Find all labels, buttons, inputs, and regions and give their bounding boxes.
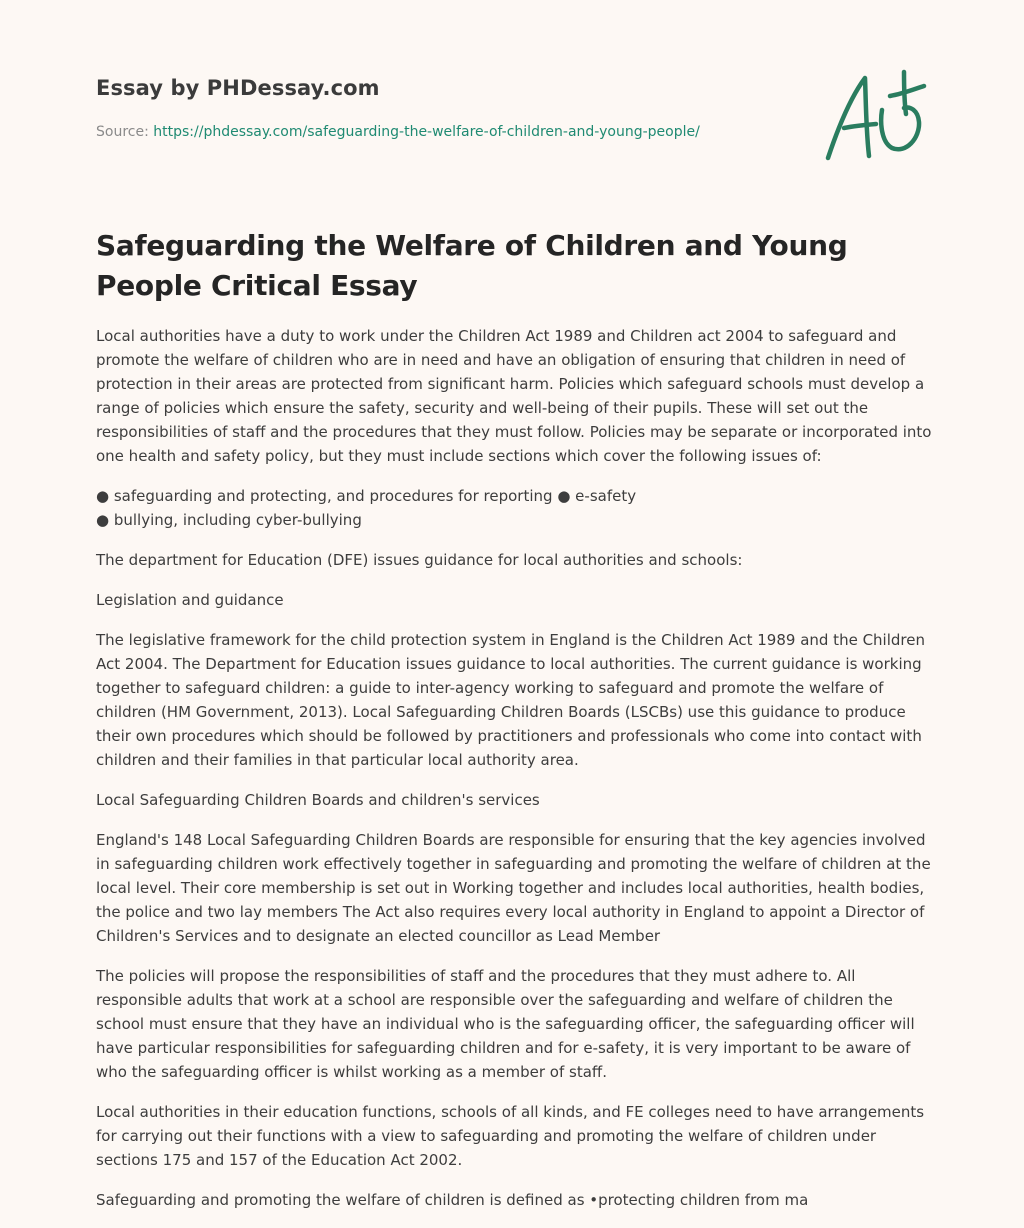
source-line (96, 124, 700, 140)
bullet-line: ● safeguarding and protecting, and procedures for reporting ● e-safety (96, 487, 637, 505)
site-title: Essay by PHDessay.com (96, 76, 380, 100)
source-link[interactable]: https://phdessay.com/safeguarding-the-welfare-of-children-and-young-people/ (153, 124, 700, 140)
section-heading: Legislation and guidance (96, 591, 284, 609)
paragraph: England's 148 Local Safeguarding Children Boards are responsible for ensuring that the key agencies involved in safeguarding children work effectively together in safeguarding and promoting the welfare of children at the local level. Their core membership is set out in Working together and includes local authorities, health bodies, the police and two lay members The Act also requires every local authority in England to appoint a Director of Children's Services and to designate an elected councillor as Lead Member (96, 831, 931, 945)
essay-title: Safeguarding the Welfare of Children and Young People Critical Essay (96, 229, 848, 302)
paragraph: Local authorities in their education functions, schools of all kinds, and FE colleges need to have arrangements for carrying out their functions with a view to safeguarding and promoting the welfare of children under sections 175 and 157 of the Education Act 2002. (96, 1103, 925, 1169)
bullet-line: ● bullying, including cyber-bullying (96, 511, 362, 529)
source-label: Source: (96, 124, 149, 140)
section-heading: Local Safeguarding Children Boards and children's services (96, 791, 540, 809)
paragraph: The department for Education (DFE) issues guidance for local authorities and schools: (96, 551, 743, 569)
paragraph: The policies will propose the responsibilities of staff and the procedures that they must adhere to. All responsible adults that work at a school are responsible over the safeguarding and welfare of children the school must ensure that they have an individual who is the safeguarding officer, the safeguarding officer will have particular responsibilities for safeguarding children and for e-safety, it is very important to be aware of who the safeguarding officer is whilst working as a member of staff. (96, 967, 915, 1081)
paragraph: Safeguarding and promoting the welfare of children is defined as •protecting children from ma (96, 1191, 809, 1209)
a-plus-logo-icon (818, 66, 928, 166)
paragraph: Local authorities have a duty to work under the Children Act 1989 and Children act 2004 to safeguard and promote the welfare of children who are in need and have an obligation of ensuring that children in need of protection in their areas are protected from significant harm. Policies which safeguard schools must develop a range of policies which ensure the safety, security and well-being of their pupils. These will set out the responsibilities of staff and the procedures that they must follow. Policies may be separate or incorporated into one health and safety policy, but they must include sections which cover the following issues of: (96, 327, 932, 465)
essay-body (96, 324, 932, 1228)
paragraph: The legislative framework for the child protection system in England is the Children Act 1989 and the Children Act 2004. The Department for Education issues guidance to local authorities. The current guidance is working together to safeguard children: a guide to inter-agency working to safeguard and promote the welfare of children (HM Government, 2013). Local Safeguarding Children Boards (LSCBs) use this guidance to produce their own procedures which should be followed by practitioners and professionals who come into contact with children and their families in that particular local authority area. (96, 631, 925, 769)
